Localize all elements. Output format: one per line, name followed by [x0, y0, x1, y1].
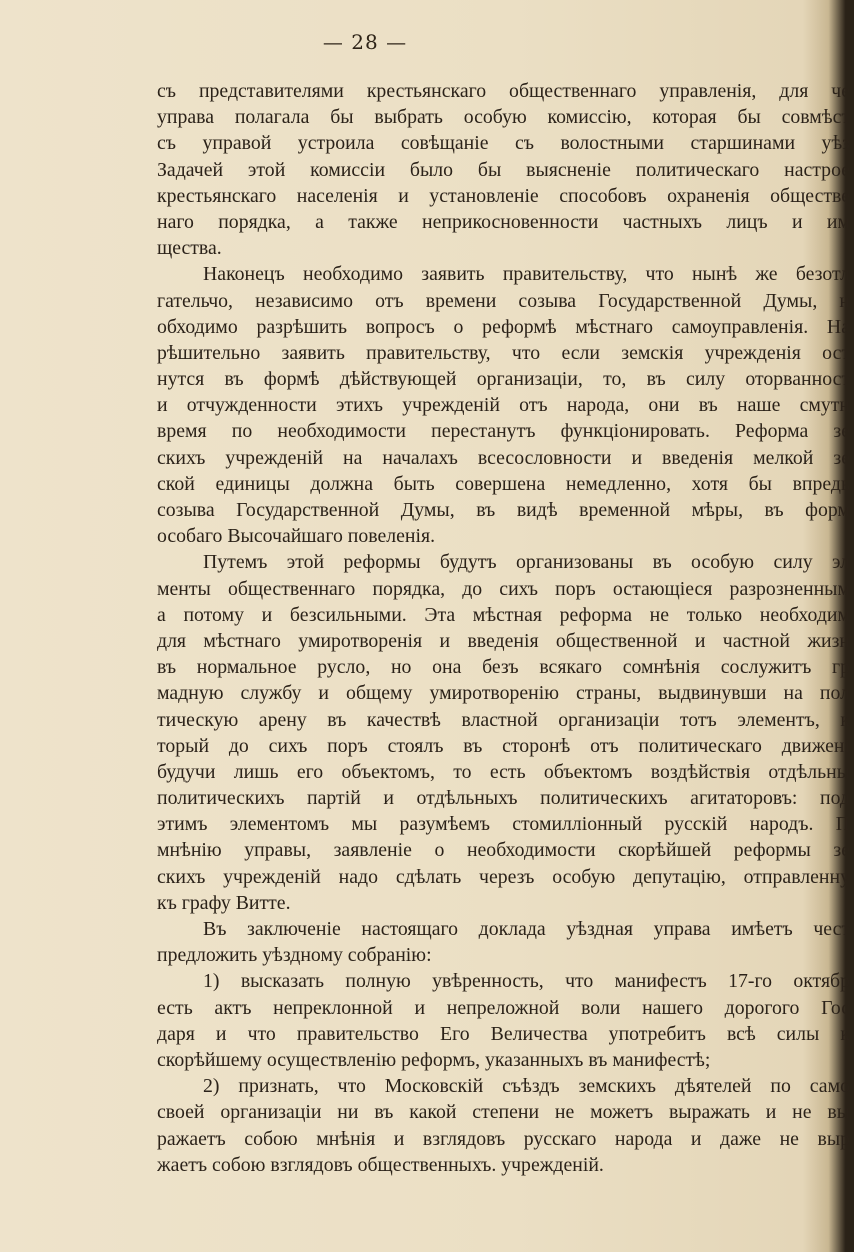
text-line: нутся въ формѣ дѣйствующей организаціи, то, въ силу оторванност — [157, 368, 850, 391]
text-line: созыва Государственной Думы, въ видѣ временной мѣры, въ форм — [157, 499, 850, 521]
text-line: этимъ элементомъ мы разумѣемъ стомилліонный русскій народъ. П — [157, 813, 850, 836]
text-line: будучи лишь его объектомъ, то есть объектомъ воздѣйствія отдѣльны — [157, 760, 850, 783]
text-line: предложить уѣздному собранію: — [157, 944, 432, 967]
text-line: скорѣйшему осуществленію реформъ, указанныхъ въ манифестѣ; — [157, 1048, 711, 1071]
text-line: политическихъ партій и отдѣльныхъ политическихъ агитаторовъ: под — [157, 787, 850, 810]
text-line: 2) признать, что Московскій съѣздъ земскихъ дѣятелей по само — [203, 1075, 850, 1098]
text-line: своей организаціи ни въ какой степени не можетъ выражать и не вы — [157, 1101, 850, 1124]
body-text — [157, 78, 854, 1178]
text-line: скихъ учрежденій надо сдѣлать черезъ особую депутацію, отправленну — [157, 865, 850, 888]
text-line: и отчужденности этихъ учрежденій отъ народа, они въ наше смутн — [157, 394, 850, 417]
text-line: Путемъ этой реформы будутъ организованы въ особую силу эл — [203, 551, 850, 574]
text-line: крестьянскаго населенія и установленіе способовъ охраненія обществе — [157, 184, 850, 207]
text-line: мадную службу и общему умиротворенію страны, выдвинувши на пол — [157, 682, 850, 705]
text-line: тическую арену въ качествѣ властной организаціи тотъ элементъ, к — [157, 708, 850, 731]
text-line: Въ заключеніе настоящаго доклада уѣздная управа имѣетъ чест — [203, 918, 850, 940]
text-line: 1) высказать полную увѣренность, что манифестъ 17-го октябр — [203, 970, 850, 993]
text-line: управа полагала бы выбрать особую комиссію, которая бы совмѣст — [157, 106, 850, 129]
text-line: рѣшительно заявить правительству, что если земскія учрежденія ост — [157, 341, 850, 364]
text-line: торый до сихъ поръ стоялъ въ сторонѣ отъ политическаго движені — [157, 734, 850, 757]
text-line: жаетъ собою взглядовъ общественныхъ. учрежденій. — [157, 1153, 604, 1176]
text-line: для мѣстнаго умиротворенія и введенія общественной и частной жизн — [157, 629, 850, 652]
text-line: съ представителями крестьянскаго общественнаго управленія, для че — [157, 80, 850, 102]
text-line: мнѣнію управы, заявленіе о необходимости скорѣйшей реформы зе — [157, 839, 850, 862]
text-line: особаго Высочайшаго повеленія. — [157, 525, 436, 548]
text-line: наго порядка, а также неприкосновенности частныхъ лицъ и им — [157, 210, 850, 233]
text-line: есть актъ непреклонной и непреложной воли нашего дорогого Гос — [157, 996, 850, 1019]
text-line: Задачей этой комиссіи было бы выясненіе политическаго настрое — [157, 158, 850, 181]
text-line: время по необходимости перестанутъ функціонировать. Реформа зе — [157, 420, 850, 443]
page-number: — 28 — — [322, 30, 408, 54]
text-line: даря и что правительство Его Величества употребитъ всѣ силы к — [157, 1022, 850, 1045]
text-line: обходимо разрѣшить вопросъ о реформѣ мѣстнаго самоуправленія. На — [157, 315, 850, 338]
text-line: скихъ учрежденій на началахъ всесословности и введенія мелкой зе — [157, 446, 850, 469]
text-line: Наконецъ необходимо заявить правительству, что нынѣ же безотл — [203, 263, 850, 286]
text-line: а потому и безсильными. Эта мѣстная реформа не только необходим — [157, 603, 850, 626]
text-line: въ нормальное русло, но она безъ всякаго сомнѣнія сослужитъ гр — [157, 656, 850, 679]
text-line: гательчо, независимо отъ времени созыва Государственной Думы, н — [157, 289, 850, 312]
text-line: менты общественнаго порядка, до сихъ поръ остающіеся разрозненным — [157, 577, 850, 600]
text-line: съ управой устроила совѣщаніе съ волостными старшинами уѣз — [157, 132, 850, 155]
text-line: къ графу Витте. — [157, 891, 291, 914]
text-line: ской единицы должна быть совершена немедленно, хотя бы впредь — [157, 472, 850, 495]
text-line: щества. — [157, 237, 222, 260]
text-line: ражаетъ собою мнѣнія и взглядовъ русскаго народа и даже не выр — [157, 1127, 850, 1150]
